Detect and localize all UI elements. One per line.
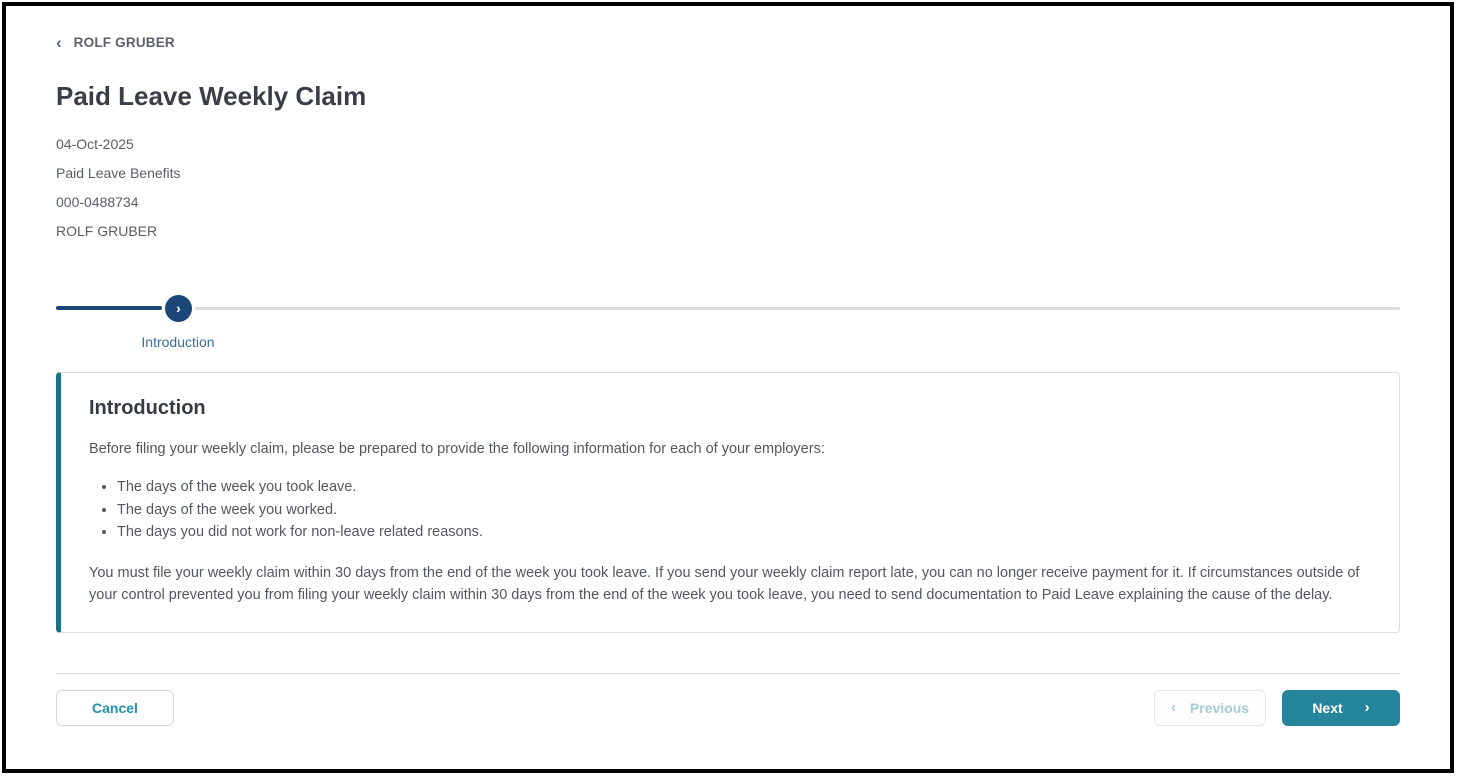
- card-heading: Introduction: [89, 397, 206, 419]
- stepper-remaining-segment: [195, 307, 1400, 310]
- step-chevron-icon: ›: [176, 299, 181, 316]
- page-content: [6, 6, 1450, 726]
- claim-number: 000-0488734: [56, 194, 139, 210]
- next-chevron-icon: ›: [1364, 699, 1370, 716]
- nav-button-group: [1154, 690, 1400, 726]
- stepper-current-step[interactable]: [165, 295, 192, 322]
- stepper-step-label: Introduction: [141, 334, 215, 350]
- list-item: • The days you did not work for non-leave related reasons.: [117, 521, 1371, 544]
- progress-stepper: [56, 294, 1400, 372]
- previous-button-label: Previous: [1189, 699, 1250, 716]
- closing-paragraph: You must file your weekly claim within 30 days from the end of the week you took leave. If you send your weekly claim report late, you can no longer receive payment for it. If circumstances outside of your control prevented you from filing your weekly claim within 30 days from the end of the week you took leave, you need to send documentation to Paid Leave explaining the cause of the delay.: [89, 564, 1360, 603]
- next-button[interactable]: [1282, 690, 1400, 726]
- cancel-button-label: Cancel: [92, 699, 138, 716]
- next-button-label: Next: [1312, 699, 1343, 716]
- introduction-card: [56, 372, 1400, 633]
- list-item: • The days of the week you worked.: [117, 499, 1371, 522]
- claim-date: 04-Oct-2025: [56, 136, 134, 152]
- page-frame: [2, 2, 1454, 773]
- stepper-completed-segment: [56, 306, 162, 310]
- claimant-name: ROLF GRUBER: [56, 223, 158, 239]
- intro-paragraph: Before filing your weekly claim, please be prepared to provide the following information for each of your employers:: [89, 441, 825, 457]
- footer-actions: [56, 690, 1400, 726]
- back-chevron-icon: ‹: [56, 33, 62, 52]
- back-link-label: ROLF GRUBER: [73, 35, 175, 50]
- claim-program: Paid Leave Benefits: [56, 165, 181, 181]
- requirements-list: [89, 476, 1371, 544]
- previous-chevron-icon: ‹: [1170, 699, 1176, 716]
- list-item: • The days of the week you took leave.: [117, 476, 1371, 499]
- footer-divider: [56, 673, 1400, 674]
- back-link[interactable]: [56, 34, 175, 51]
- claim-meta: [56, 130, 1400, 246]
- previous-button[interactable]: [1154, 690, 1266, 726]
- cancel-button[interactable]: [56, 690, 174, 726]
- page-title: Paid Leave Weekly Claim: [56, 81, 367, 111]
